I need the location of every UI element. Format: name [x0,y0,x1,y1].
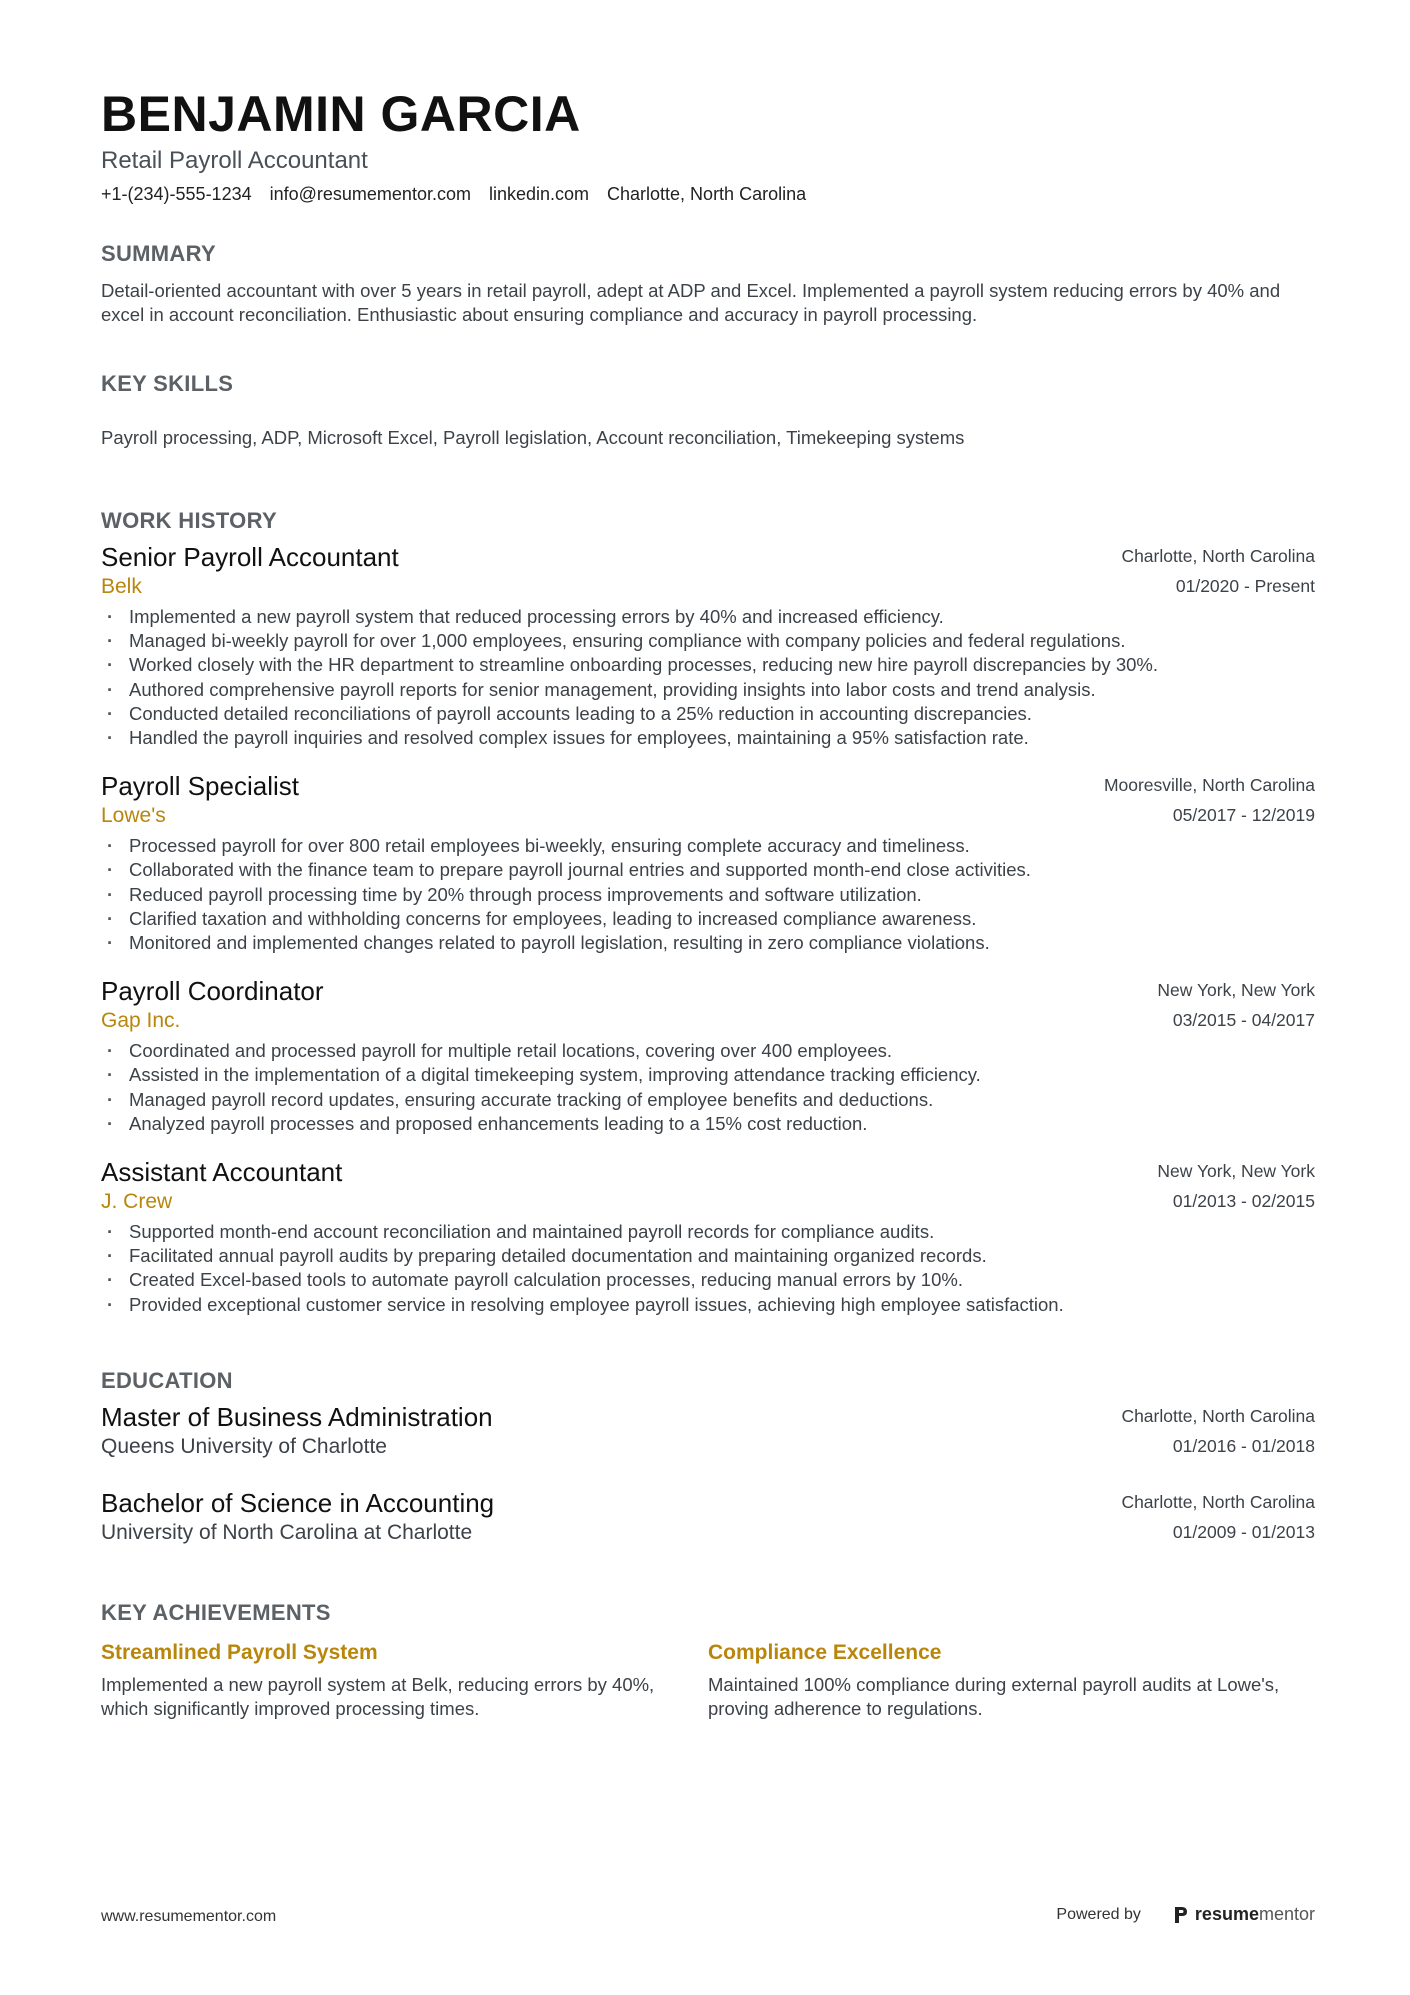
education-dates: 01/2009 - 01/2013 [1172,1521,1315,1542]
job-bullet: · Implemented a new payroll system that reduced processing errors by 40% and increased efficiency. [101,605,1315,629]
job-bullet: · Managed bi-weekly payroll for over 1,000 employees, ensuring compliance with company policies and federal regulations. [101,629,1315,653]
summary-heading: SUMMARY [101,241,216,266]
candidate-role: Retail Payroll Accountant [101,147,368,174]
company-name: Belk [101,575,142,598]
brand-name-light: mentor [1258,1904,1315,1924]
achievement-title: Streamlined Payroll System [101,1640,378,1664]
footer-website[interactable]: www.resumementor.com [101,1908,277,1925]
job-bullet: · Monitored and implemented changes related to payroll legislation, resulting in zero compliance violations. [101,931,1315,955]
job-title: Assistant Accountant [101,1157,343,1188]
job-bullet: · Analyzed payroll processes and proposed enhancements leading to a 15% cost reduction. [101,1112,1315,1136]
achievement-text: Implemented a new payroll system at Belk, reducing errors by 40%, which significantly improved processing times. [101,1673,655,1719]
education-dates: 01/2016 - 01/2018 [1172,1435,1315,1456]
achievement-item [101,1639,708,1721]
contact-phone[interactable]: +1-(234)-555-1234 [101,184,252,204]
company-name: Lowe's [101,804,166,828]
work-section [101,507,1315,1317]
contact-line [101,182,1315,206]
job-bullet: · Authored comprehensive payroll reports for senior management, providing insights into labor costs and trend analysis. [101,678,1315,702]
job-bullet: · Managed payroll record updates, ensuring accurate tracking of employee benefits and deductions. [101,1088,1315,1112]
contact-email[interactable]: info@resumementor.com [269,184,471,204]
summary-section [101,240,1315,327]
school-name: Queens University of Charlotte [101,1434,387,1458]
resume-header [101,84,1315,206]
education-heading: EDUCATION [101,1367,233,1393]
resumementor-logo-icon [1173,1905,1189,1925]
job-bullets [101,605,1315,750]
job-bullets [101,1039,1315,1136]
school-name: University of North Carolina at Charlotte [101,1520,473,1544]
job-bullets [101,834,1315,955]
job-bullet: · Reduced payroll processing time by 20% through process improvements and software utilization. [101,883,1315,907]
education-entry [101,1401,1315,1461]
job-title: Senior Payroll Accountant [101,542,399,572]
job-entry [101,975,1315,1136]
contact-location: Charlotte, North Carolina [607,184,807,204]
job-bullet: · Conducted detailed reconciliations of payroll accounts leading to a 25% reduction in accounting discrepancies. [101,702,1315,726]
company-name: J. Crew [101,1190,173,1214]
job-bullet: · Worked closely with the HR department to streamline onboarding processes, reducing new hire payroll discrepancies by 30%. [101,653,1315,677]
skills-heading: KEY SKILLS [101,371,234,396]
education-location: Charlotte, North Carolina [1121,1405,1315,1426]
job-bullet: · Handled the payroll inquiries and resolved complex issues for employees, maintaining a 95% satisfaction rate. [101,726,1315,750]
job-location: New York, New York [1157,1161,1315,1182]
job-bullet: · Created Excel-based tools to automate payroll calculation processes, reducing manual errors by 10%. [101,1268,1315,1292]
degree-title: Bachelor of Science in Accounting [101,1487,495,1518]
job-bullet: · Supported month-end account reconciliation and maintained payroll records for compliance audits. [101,1220,1315,1244]
achievements-heading: KEY ACHIEVEMENTS [101,1599,331,1625]
job-bullet: · Assisted in the implementation of a digital timekeeping system, improving attendance tracking efficiency. [101,1063,1315,1087]
job-entry [101,770,1315,955]
powered-by-label: Powered by [1056,1905,1141,1923]
job-bullets [101,1220,1315,1317]
achievements-section [101,1599,1315,1721]
footer-branding [1056,1904,1315,1925]
work-heading: WORK HISTORY [101,508,277,533]
job-entry [101,1156,1315,1317]
education-location: Charlotte, North Carolina [1121,1491,1315,1512]
resume-page [101,84,1315,1721]
job-bullet: · Facilitated annual payroll audits by preparing detailed documentation and maintaining organized records. [101,1244,1315,1268]
job-location: Mooresville, North Carolina [1103,775,1315,796]
job-bullet: · Clarified taxation and withholding concerns for employees, leading to increased compliance awareness. [101,907,1315,931]
degree-title: Master of Business Administration [101,1401,493,1432]
job-bullet: · Coordinated and processed payroll for multiple retail locations, covering over 400 employees. [101,1039,1315,1063]
job-location: Charlotte, North Carolina [1121,546,1315,566]
job-bullet: · Provided exceptional customer service in resolving employee payroll issues, achieving high employee satisfaction. [101,1293,1315,1317]
brand-logo[interactable] [1173,1904,1315,1925]
job-dates: 05/2017 - 12/2019 [1172,805,1315,826]
job-title: Payroll Coordinator [101,976,324,1007]
education-entry [101,1487,1315,1547]
candidate-name: BENJAMIN GARCIA [101,86,581,142]
job-dates: 01/2020 - Present [1175,576,1315,596]
contact-linkedin[interactable]: linkedin.com [488,184,590,204]
job-entry [101,541,1315,750]
achievement-title: Compliance Excellence [708,1640,942,1664]
job-title: Payroll Specialist [101,771,299,802]
summary-text: Detail-oriented accountant with over 5 years in retail payroll, adept at ADP and Excel. Implemented a payroll system reducing errors by 40% and excel in account reconciliation. Enthusiastic about ensuring compliance and accuracy in payroll processing. [101,280,1281,325]
job-location: New York, New York [1157,980,1315,1001]
job-bullet: · Processed payroll for over 800 retail employees bi-weekly, ensuring complete accuracy and timeliness. [101,834,1315,858]
brand-name-bold: resume [1194,1904,1259,1924]
company-name: Gap Inc. [101,1009,181,1033]
skills-text: Payroll processing, ADP, Microsoft Excel, Payroll legislation, Account reconciliation, Timekeeping systems [101,427,965,448]
skills-section [101,370,1315,450]
achievement-text: Maintained 100% compliance during external payroll audits at Lowe's, proving adherence to regulations. [708,1673,1280,1719]
job-dates: 01/2013 - 02/2015 [1172,1191,1315,1212]
achievement-item [708,1639,1315,1721]
job-bullet: · Collaborated with the finance team to prepare payroll journal entries and supported month-end close activities. [101,858,1315,882]
job-dates: 03/2015 - 04/2017 [1172,1010,1315,1031]
education-section [101,1367,1315,1547]
